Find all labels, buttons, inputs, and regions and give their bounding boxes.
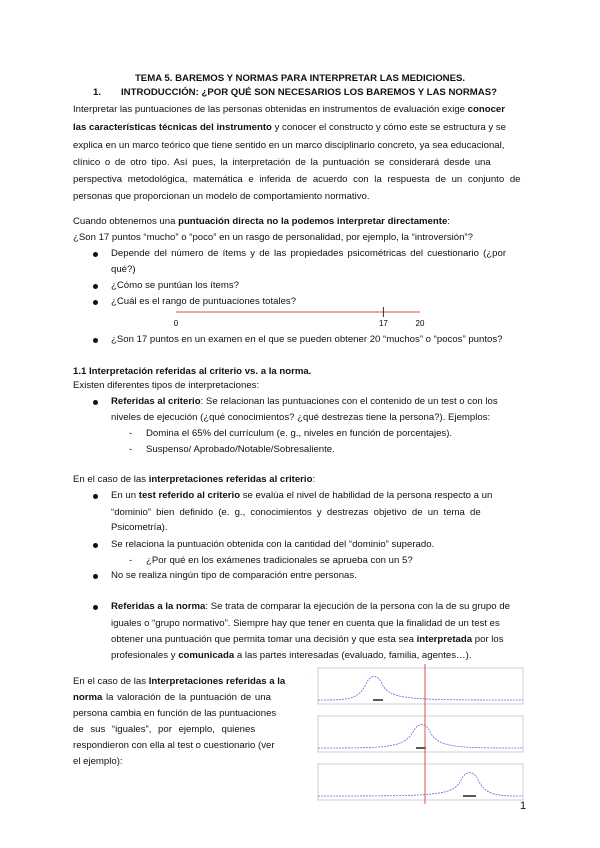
- section11-heading: 1.1 Interpretación referidas al criterio vs. a la norma.: [73, 366, 312, 377]
- dash-marker: -: [129, 555, 133, 566]
- direct-bullet-4: ¿Son 17 puntos en un examen en el que se pueden obtener 20 “muchos” o “pocos” puntos?: [111, 334, 503, 345]
- bullet-dot: [93, 338, 98, 343]
- bullet-dot: [93, 300, 98, 305]
- criterion-case-bullet-1-line-2: “dominio” bien definido (e. g., conocimientos y destrezas objetivo de un tema de: [111, 507, 481, 518]
- scale-mark-label: 17: [378, 319, 388, 328]
- bullet-dot: [93, 252, 98, 257]
- intro-line-4: clínico o de otro tipo. Así pues, la interpretación de la puntuación se considerará desde una: [73, 157, 491, 168]
- panel-frame: [318, 716, 523, 752]
- intro-line-1: Interpretar las puntuaciones de las personas obtenidas en instrumentos de evaluación exige conocer: [73, 104, 505, 115]
- distribution-panel-3: [318, 764, 523, 800]
- section1-number: 1.: [93, 87, 102, 98]
- distribution-panel-2: [318, 716, 523, 752]
- criterion-case-bullet-2: Se relaciona la puntuación obtenida con la cantidad del “dominio” superado.: [111, 539, 435, 550]
- scale-min-label: 0: [173, 319, 179, 328]
- section1-heading: INTRODUCCIÓN: ¿POR QUÉ SON NECESARIOS LOS BAREMOS Y LAS NORMAS?: [121, 87, 497, 98]
- norm-distribution-figure: [298, 664, 530, 804]
- document-title: TEMA 5. BAREMOS Y NORMAS PARA INTERPRETAR LAS MEDICIONES.: [134, 73, 466, 84]
- criterion-def-line-1: Referidas al criterio: Se relacionan las puntuaciones con el contenido de un test o con los: [111, 396, 498, 407]
- distribution-curve: [318, 677, 523, 701]
- bullet-dot: [93, 494, 98, 499]
- direct-line-1: Cuando obtenemos una puntuación directa no la podemos interpretar directamente:: [73, 216, 450, 227]
- bullet-dot: [93, 284, 98, 289]
- axis-tick: ·: [304, 672, 306, 677]
- bullet-dot: [93, 543, 98, 548]
- norm-case-line-4: de sus “iguales”, por ejemplo, quienes: [73, 724, 256, 735]
- direct-bullet-1-line-2: qué?): [111, 264, 136, 275]
- criterion-example-1: Domina el 65% del currículum (e. g., niveles en función de porcentajes).: [146, 428, 453, 439]
- bullet-dot: [93, 605, 98, 610]
- norm-line-1: Referidas a la norma: Se trata de comparar la ejecución de la persona con la de su grupo de: [111, 601, 510, 612]
- norm-case-line-3: persona cambia en función de las puntuaciones: [73, 708, 277, 719]
- distribution-curve: [318, 773, 523, 797]
- norm-case-line-2: norma la valoración de la puntuación de una: [73, 692, 271, 703]
- bullet-dot: [93, 574, 98, 579]
- page-number: 1: [520, 800, 527, 812]
- norm-line-4: profesionales y comunicada a las partes interesadas (evaluado, familia, agentes…).: [111, 650, 472, 661]
- direct-bullet-1-line-1: Depende del número de ítems y de las propiedades psicométricas del cuestionario (¿por: [111, 248, 507, 259]
- norm-line-2: iguales o “grupo normativo”. Siempre hay que tener en cuenta que la finalidad de un test es: [111, 618, 500, 629]
- criterion-case-bullet-1-line-3: Psicometría).: [111, 522, 168, 533]
- criterion-def-line-2: niveles de ejecución (¿qué conocimientos? ¿qué destrezas tiene la persona?). Ejemplos:: [111, 412, 491, 423]
- direct-bullet-3: ¿Cuál es el rango de puntuaciones totales?: [111, 296, 297, 307]
- norm-line-3: obtener una puntuación que permita tomar una decisión y que esta sea interpretada por los: [111, 634, 504, 645]
- dash-marker: -: [129, 444, 133, 455]
- intro-line-5: perspectiva metodológica, matemática e inferida de acuerdo con la respuesta de un conjunto de: [73, 174, 521, 185]
- section11-intro: Existen diferentes tipos de interpretaciones:: [73, 380, 260, 391]
- direct-line-2: ¿Son 17 puntos “mucho” o “poco” en un rasgo de personalidad, por ejemplo, la “introversión”?: [73, 232, 473, 243]
- intro-line-6: personas que proporcionan un modelo de comportamiento normativo.: [73, 191, 370, 202]
- criterion-example-2: Suspenso/ Aprobado/Notable/Sobresaliente.: [146, 444, 335, 455]
- intro-line-3: explica en un marco teórico que tiene sentido en un marco disciplinario concreto, ya sea educacional,: [73, 140, 505, 151]
- criterion-case-sub-bullet: ¿Por qué en los exámenes tradicionales se aprueba con un 5?: [146, 555, 413, 566]
- scale-max-label: 20: [415, 319, 425, 328]
- score-scale-figure: [170, 300, 430, 330]
- criterion-case-intro: En el caso de las interpretaciones referidas al criterio:: [73, 474, 316, 485]
- direct-bullet-2: ¿Cómo se puntúan los ítems?: [111, 280, 239, 291]
- intro-line-2: las características técnicas del instrumento y conocer el constructo y cómo este se estructura y se: [73, 122, 506, 133]
- criterion-case-bullet-1-line-1: En un test referido al criterio se evalúa el nivel de habilidad de la persona respecto a un: [111, 490, 493, 501]
- norm-case-line-6: el ejemplo):: [73, 756, 123, 767]
- distribution-curve: [318, 725, 523, 749]
- norm-case-line-5: respondieron con ella al test o cuestionario (ver: [73, 740, 275, 751]
- norm-case-line-1: En el caso de las Interpretaciones referidas a la: [73, 676, 286, 687]
- criterion-case-bullet-3: No se realiza ningún tipo de comparación entre personas.: [111, 570, 357, 581]
- bullet-dot: [93, 400, 98, 405]
- distribution-panel-1: [304, 668, 523, 704]
- dash-marker: -: [129, 428, 133, 439]
